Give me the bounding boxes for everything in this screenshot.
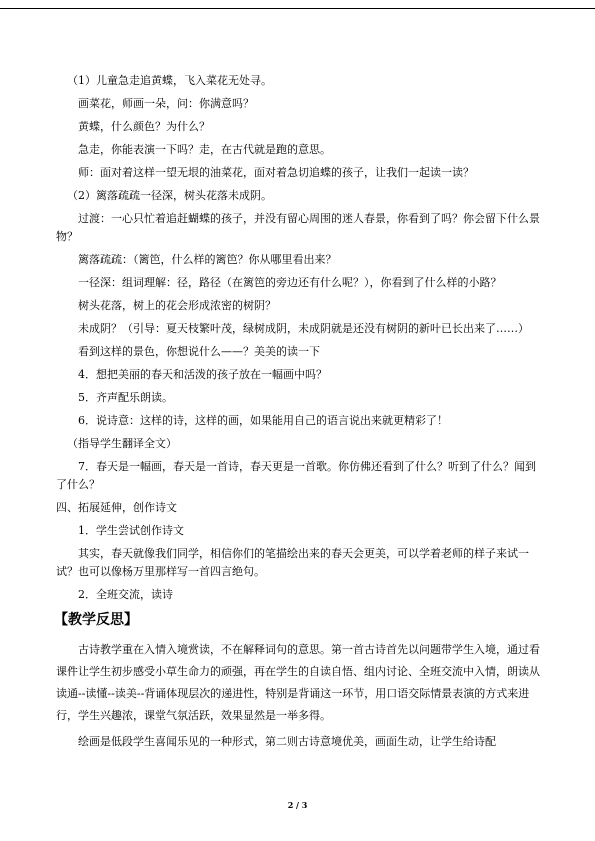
page-number: 2 / 3 (287, 800, 308, 810)
paragraph: 未成阴？（引导：夏天枝繁叶茂，绿树成阴，未成阴就是还没有树阴的新叶已长出来了……） (78, 322, 529, 335)
poem-line-1: （1）儿童急走追黄蝶，飞入菜花无处寻。 (67, 74, 272, 87)
paragraph: 看到这样的景色，你想说什么——？美美的读一下 (78, 345, 320, 358)
reflection-paragraph-1: 古诗教学重在入情入境赏读，不在解释词句的意思。第一首古诗首先以问题带学生入境，通过看课件让学生初步感受小草生命力的顽强，再在学生的自读自悟、组内讨论、全班交流中入情，朗读从读通--读懂--读美--背诵体现层次的递进性，特别是背诵这一环节，用口语交际情景表演的方式来进行，学生兴趣浓，课堂气氛活跃，效果显然是一举多得。 (56, 643, 540, 722)
reflection-title: 【教学反思】 (54, 612, 138, 628)
header-rule (0, 8, 595, 9)
poem-line-2: （2）篱落疏疏一径深，树头花落未成阴。 (67, 189, 272, 202)
step-5: 5．齐声配乐朗读。 (78, 391, 173, 404)
sub-step-2: 2．全班交流，读诗 (78, 588, 173, 601)
sub-step-1: 1．学生尝试创作诗文 (78, 524, 184, 537)
paragraph: 其实，春天就像我们同学，相信你们的笔描绘出来的春天会更美，可以学着老师的样子来试一试？也可以像杨万里那样写一首四言绝句。 (56, 547, 529, 578)
section-heading: 四、拓展延伸，创作诗文 (56, 501, 177, 514)
paragraph: 一径深：组词理解：径，路径（在篱笆的旁边还有什么呢？），你看到了什么样的小路？ (78, 276, 502, 289)
paragraph: （指导学生翻译全文） (67, 437, 177, 450)
paragraph: 篱落疏疏：（篱笆，什么样的篱笆？你从哪里看出来？ (78, 253, 337, 266)
document-body (56, 72, 540, 757)
paragraph: 急走，你能表演一下吗？走，在古代就是跑的意思。 (78, 143, 331, 156)
paragraph: 过渡：一心只忙着追赶蝴蝶的孩子，并没有留心周围的迷人春景，你看到了吗？你会留下什么景物？ (56, 212, 540, 243)
step-6: 6．说诗意：这样的诗，这样的画，如果能用自己的语言说出来就更精彩了！ (78, 414, 448, 427)
step-7: 7．春天是一幅画，春天是一首诗，春天更是一首歌。你仿佛还看到了什么？听到了什么？闻到了什么？ (56, 460, 536, 491)
paragraph: 黄蝶，什么颜色？为什么？ (78, 120, 210, 133)
paragraph: 树头花落，树上的花会形成浓密的树阴？ (78, 299, 276, 312)
paragraph: 师：面对着这样一望无垠的油菜花，面对着急切追蝶的孩子，让我们一起读一读？ (78, 166, 474, 179)
step-4: 4．想把美丽的春天和活泼的孩子放在一幅画中吗？ (78, 368, 327, 381)
paragraph: 画菜花，师画一朵，问：你满意吗？ (78, 97, 254, 110)
reflection-paragraph-2: 绘画是低段学生喜闻乐见的一种形式，第二则古诗意境优美，画面生动，让学生给诗配 (78, 735, 496, 748)
